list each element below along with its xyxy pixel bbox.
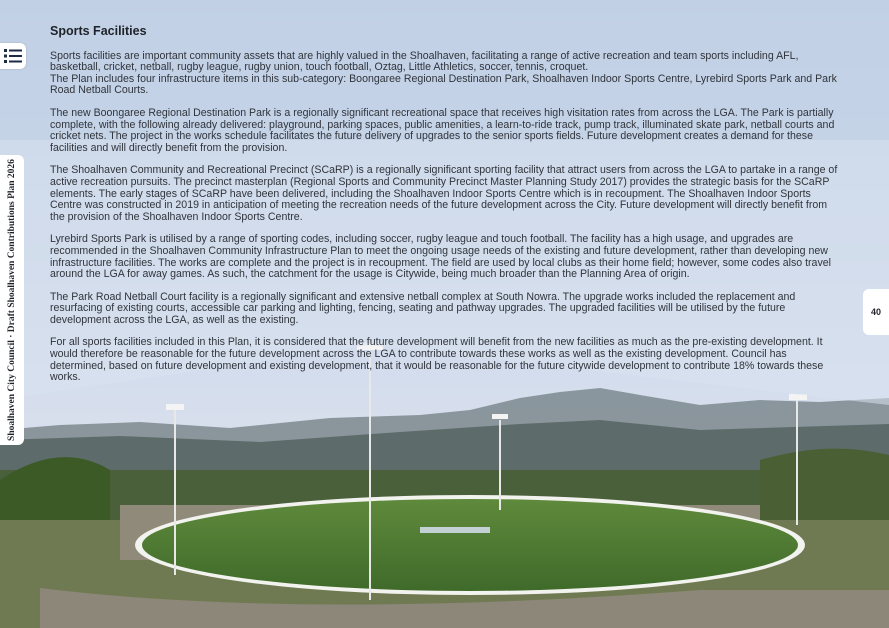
side-tab-label: Shoalhaven City Council · Draft Shoalhaven Contributions Plan 2026 — [7, 159, 17, 441]
section-heading: Sports Facilities — [50, 24, 147, 38]
paragraph-scarp: The Shoalhaven Community and Recreational Precinct (SCaRP) is a regionally significant sporting facility that attract users from across the LGA to partake in a range of active recreation pursuits. The precinct masterplan (Regional Sports and Community Precinct Master Planning Study 2017) provides the strategic basis for the SCaRP elements. The early stages of SCaRP have been delivered, including the Shoalhaven Indoor Sports Centre which is in recoupment. The Shoalhaven Indoor Sports Centre was constructed in 2019 in anticipation of meeting the recreation needs of the future development across the City. Future development will directly benefit from the provision of the Shoalhaven Indoor Sports Centre. — [50, 164, 838, 223]
page-number: 40 — [870, 307, 881, 317]
paragraph-intro-line-1: Sports facilities are important community assets that are highly valued in the Shoalhaven, facilitating a range of active recreation and team sports including AFL, basketball, cricket, netball, rugby league, rugby union, touch football, Oztag, Little Athletics, soccer, tennis, croquet. — [50, 49, 799, 74]
paragraph-park-road: The Park Road Netball Court facility is a regionally significant and extensive netball complex at South Nowra. The upgrade works included the replacement and resurfacing of existing courts, accessible car parking and lighting, fencing, seating and pathway upgrades. The upgraded facilities will be utilised by the future development across the LGA, as well as the existing. — [50, 290, 796, 326]
paragraph-conclusion: For all sports facilities included in this Plan, it is considered that the future development will benefit from the new facilities as much as the pre-existing development. It would therefore be reasonable for the future development across the LGA to contribute towards these works as well as the existing development. Council has determined, based on future development and existing development, that it would be reasonable for the future citywide development to contribute 18% towards these works. — [50, 336, 824, 384]
paragraph-intro-line-2: The Plan includes four infrastructure items in this sub-category: Boongaree Regional Destination Park, Shoalhaven Indoor Sports Centre, Lyrebird Sports Park and Park Road Netball Courts. — [50, 72, 837, 97]
paragraph-lyrebird: Lyrebird Sports Park is utilised by a range of sporting codes, including soccer, rugby league and touch football. The facility has a high usage, and upgrades are recommended in the Shoalhaven Community Infrastructure Plan to meet the ongoing usage needs of the existing and future development, rather than developing new infrastructure facilities. The works are complete and the project is in recoupment. The field are used by local clubs as their home field; however, some codes also travel around the LGA for away games. As such, the catchment for the usage is Citywide, being much broader than the Planning Area of origin. — [50, 233, 831, 281]
list-menu-icon — [4, 49, 22, 63]
document-body — [50, 26, 840, 395]
document-side-tab — [0, 155, 24, 445]
paragraph-intro — [50, 51, 840, 97]
paragraph-boongaree: The new Boongaree Regional Destination Park is a regionally significant recreational space that receives high visitation rates from across the LGA. The Park is partially complete, with the following already delivered: playground, parking spaces, public amenities, a learn-to-ride track, pump track, illuminated skate park, netball courts and cricket nets. The project in the works schedule facilitates the future delivery of upgrades to the senior sports fields. Future development creates a demand for these facilities and will directly benefit from the provision. — [50, 106, 835, 154]
page-number-tab — [863, 289, 889, 335]
menu-button[interactable] — [0, 43, 26, 69]
